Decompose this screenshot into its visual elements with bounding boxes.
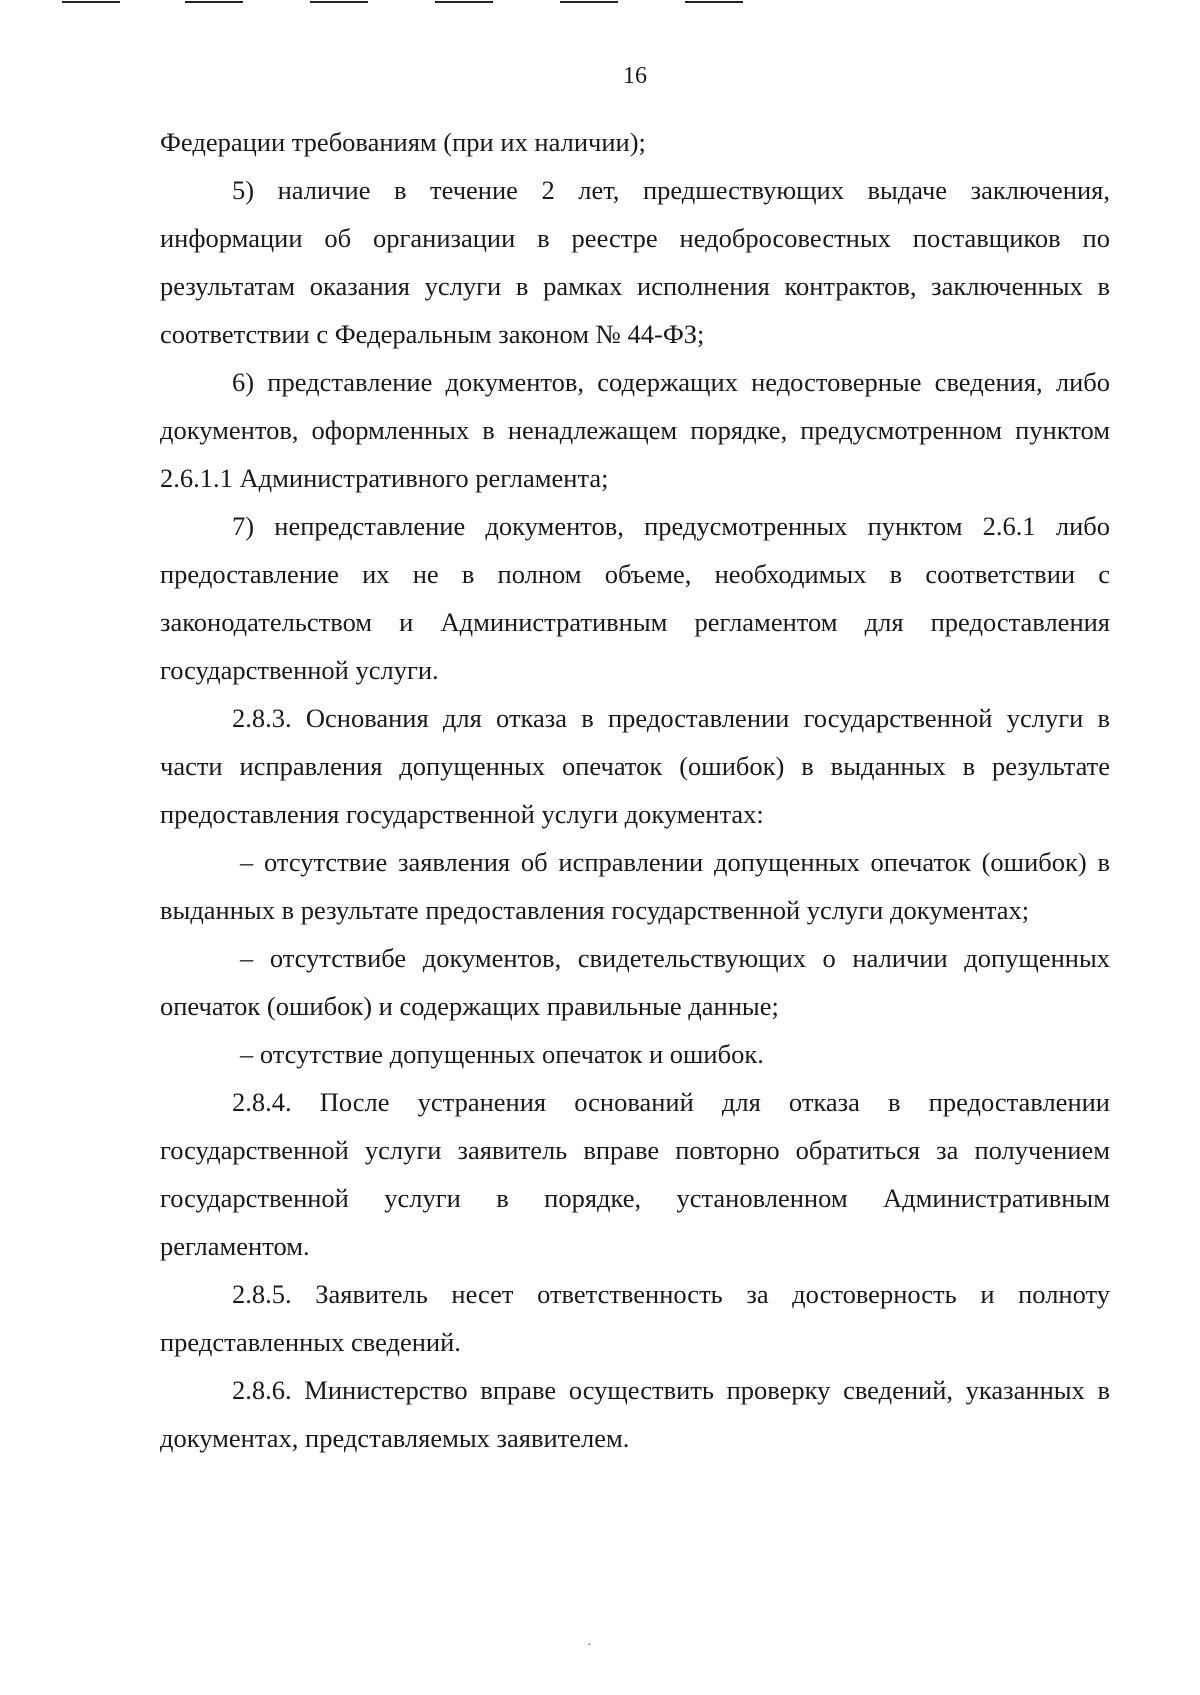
paragraph-2-8-6: 2.8.6. Министерство вправе осуществить проверку сведений, указанных в документах, представляемых заявителем. bbox=[160, 1375, 1110, 1453]
page-number: 16 bbox=[623, 63, 647, 89]
scan-speck: · bbox=[587, 1638, 592, 1653]
paragraph-2-8-5: 2.8.5. Заявитель несет ответственность за достоверность и полноту представленных сведений. bbox=[160, 1279, 1110, 1357]
paragraph-item-5: 5) наличие в течение 2 лет, предшествующих выдаче заключения, информации об организации в реестре недобросовестных поставщиков по результатам оказания услуги в рамках исполнения контрактов, заключенных в соответствии с Федеральным законом № 44-ФЗ; bbox=[160, 175, 1110, 349]
scan-mark bbox=[560, 1, 618, 3]
document-body bbox=[160, 118, 1110, 1462]
paragraph-dash-3: – отсутствие допущенных опечаток и ошибок. bbox=[240, 1039, 764, 1069]
scan-mark bbox=[310, 1, 368, 3]
paragraph-item-6: 6) представление документов, содержащих недостоверные сведения, либо документов, оформленных в ненадлежащем порядке, предусмотренном пунктом 2.6.1.1 Административного регламента; bbox=[160, 367, 1110, 493]
paragraph-dash-1: – отсутствие заявления об исправлении допущенных опечаток (ошибок) в выданных в результате предоставления государственной услуги документах; bbox=[160, 847, 1110, 925]
paragraph-item-7: 7) непредставление документов, предусмотренных пунктом 2.6.1 либо предоставление их не в полном объеме, необходимых в соответствии с законодательством и Административным регламентом для предоставления государственной услуги. bbox=[160, 511, 1110, 685]
scan-mark bbox=[185, 1, 243, 3]
top-scan-marks bbox=[0, 0, 1200, 6]
scan-mark bbox=[685, 1, 743, 3]
paragraph-2-8-4: 2.8.4. После устранения оснований для отказа в предоставлении государственной услуги заявитель вправе повторно обратиться за получением государственной услуги в порядке, установленном Административным регламентом. bbox=[160, 1087, 1110, 1261]
paragraph-dash-2: – отсутствибе документов, свидетельствующих о наличии допущенных опечаток (ошибок) и содержащих правильные данные; bbox=[160, 943, 1110, 1021]
paragraph-continuation: Федерации требованиям (при их наличии); bbox=[160, 127, 646, 157]
paragraph-2-8-3: 2.8.3. Основания для отказа в предоставлении государственной услуги в части исправления допущенных опечаток (ошибок) в выданных в результате предоставления государственной услуги документах: bbox=[160, 703, 1110, 829]
scan-mark bbox=[435, 1, 493, 3]
scan-mark bbox=[62, 1, 120, 3]
